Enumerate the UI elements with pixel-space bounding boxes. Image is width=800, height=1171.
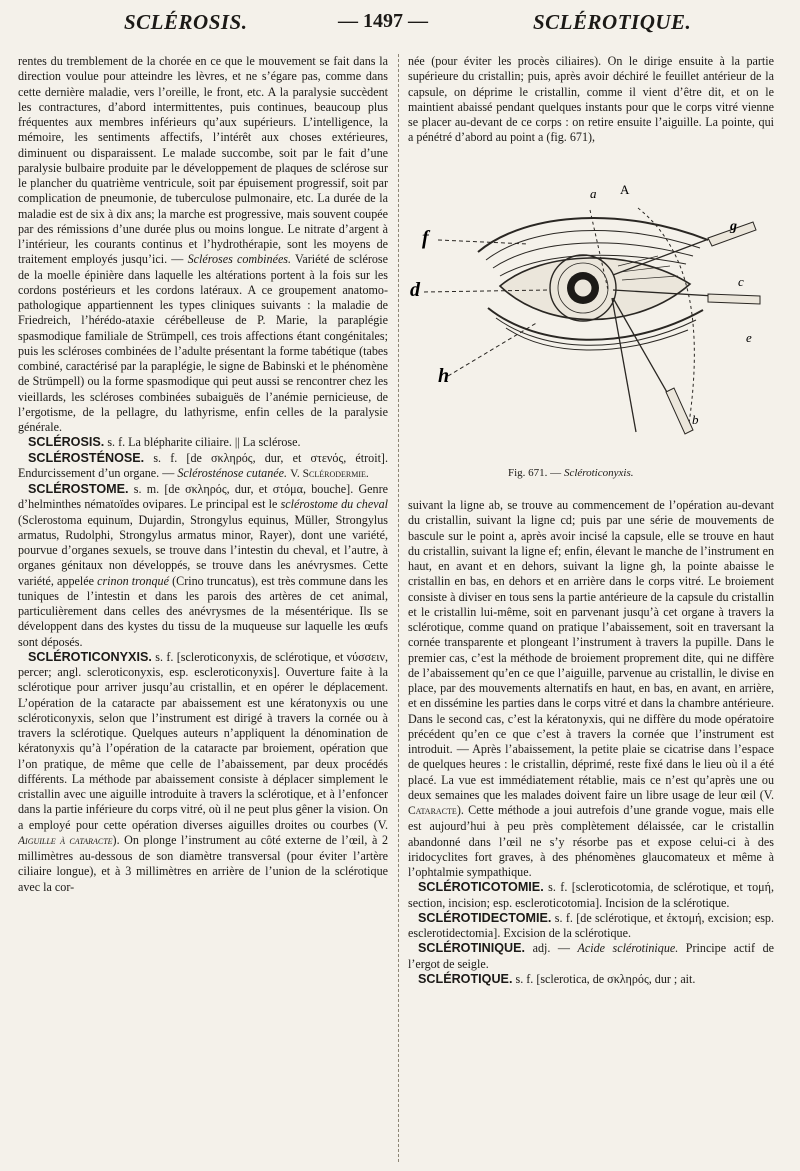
eye-surgery-engraving-icon <box>408 180 774 485</box>
paragraph-broiement: suivant la ligne ab, se trouve au commencement de l’opération au-devant du cristallin, suivant la ligne cd; puis par une série de mouvements de bascule sur le point a, après avoir incisé la capsule, elle se trouve en haut du cristallin, suivant la ligne ef; enfin, élevant le manche de l’instrument en haut, en avant et en dehors, suivant la ligne gh, la pointe abaisse le cristallin en bas, en dehors et en arrière dans le corps vitré. Le broiement consiste à diviser en tous sens la partie antérieure de la capsule du cristallin et le cristallin lui-même, soit en parvenant jusqu’à cet organe à travers la sclérotique, comme quand on pratique l’abaissement, soit en traversant la cornée transparente et plongeant l’instrument à travers la pupille. Dans le premier cas, c’est la méthode de broiement proprement dite, qui ne diffère de l’abaissement qu’en ce que l’aiguille, parvenue au cristallin, le divise en place, par des mouvements alternatifs en haut, en bas, en avant, en arrière, et en dissémine les parties dans le corps vitré et dans la chambre antérieure. Dans le second cas, c’est la kératonyxis, qui ne diffère du mode opératoire précédent qu’en ce que c’est à travers la cornée que l’instrument est introduit. — Après l’abaissement, la petite plaie se cicatrise dans l’espace de quelques heures : le cristallin, déprimé, reste fixé dans le lieu où il a été placé. La vue est immédiatement rétablie, mais ce n’est qu’après une ou deux semaines que les malades doivent faire un libre usage de leur œil (V. Cataracte). Cette méthode a joui autrefois d’une grande vogue, mais elle est aujourd’hui à peu près complètement délaissée, car le cristallin abandonné dans l’œil ne s’y résorbe pas et expose celui-ci à des iridocyclites fort graves, à des phénomènes glaucomateux et même à l’ophtalmie sympathique. <box>408 498 774 879</box>
entry-scleroticotomie: SCLÉROTICOTOMIE. s. f. [scleroticotomia, de sclérotique, et τομή, section, incision; esp. escleroticotomia]. Incision de la sclérotique. <box>408 880 774 910</box>
paragraph-sclerose-continued: rentes du tremblement de la chorée en ce que le mouvement se fait dans la direction voulue pour atteindre les lèvres, et ne s’égare pas, comme dans cette dernière maladie, vers l’oreille, le front, etc. A la paralysie succèdent les contractures, d’abord intermittentes, puis continues, beaucoup plus fréquentes aux membres inférieurs qu’aux supérieurs. L’intelligence, la mémoire, les sentiments affectifs, l’intérêt aux choses extérieures, diminuent ou disparaissent. Le malade succombe, soit par le fait d’une paralysie bulbaire produite par le développement de plaques de sclérose sur le plancher du quatrième ventricule, soit par épuisement progressif, soit par complication de pneumonie, de tuberculose pulmonaire, etc. La durée de la maladie est de six à dix ans; la marche est progressive, mais souvent coupée par des rémissions d’une durée plus ou moins longue. Le nitrate d’argent à l’intérieur, les courants continus et l’hydrothérapie, sont les moyens de traitement employés jusqu’ici. — Scléroses combinées. Variété de sclérose de la moelle épinière dans laquelle les altérations portent à la fois sur les cordons postérieurs et les cordons latéraux. A ce groupement anatomo-pathologique appartiennent les types cliniques suivants : la maladie de Friedreich, l’hérédo-ataxie cérébelleuse de P. Marie, la paraplégie spasmodique familiale de Strümpell, ces trois affections étant congénitales; puis les scléroses combinées de l’adulte présentant la forme tabétique (tabes combiné, caractérisé par la paraplégie, le signe de Babinski et le phénomène de Strümpell) ou la forme spasmodique qui peut aussi se rencontrer chez les vieillards, les scléroses combinées subaiguës de l’anémie pernicieuse, de l’ergotisme, de la pellagre, du lathyrisme, enfin celles de la paralysie générale. <box>18 54 388 434</box>
header-right-word: SCLÉROTIQUE. <box>533 10 692 34</box>
caption-title: Scléroticonyxis. <box>563 467 634 479</box>
headword-sclerotidectomie: SCLÉROTIDECTOMIE. <box>418 910 552 925</box>
entry-sclerotidectomie: SCLÉROTIDECTOMIE. s. f. [de sclérotique, et ἐκτομή, excision; esp. esclerotidectomia]. Excision de la sclérotique. <box>408 910 774 940</box>
figure-671 <box>408 180 774 485</box>
running-header <box>0 10 800 40</box>
headword-sclerostenose: SCLÉROSTÉNOSE. <box>28 450 145 465</box>
cross-reference: V. Sclérodermie. <box>290 467 369 480</box>
headword-scleroticotomie: SCLÉROTICOTOMIE. <box>418 880 544 895</box>
label-d: d <box>410 279 420 301</box>
label-a-top: a <box>590 186 597 201</box>
label-capital-a: A <box>620 182 630 197</box>
figure-caption <box>508 467 633 479</box>
entry-sclerostome: SCLÉROSTOME. s. m. [de σκληρός, dur, et στόμα, bouche]. Genre d’helminthes nématoïdes ovipares. Le principal est le sclérostome du cheval (Sclerostoma equinum, Dujardin, Strongylus equinus, Müller, Strongylus armatus, Rudolphi, Strongylus armatus minor, Rayer), dont une variété, pourvue d’organes sexuels, se trouve dans l’intestin du cheval, et l’autre, à organes génitaux non développés, se trouve dans les anévrysmes. Cette variété, appelée crinon tronqué (Crino truncatus), est très commune dans les tuniques de l’intestin et dans les parois des artères de cet animal, particulièrement dans celles des anévrysmes de la mésentérique. Ils se développent dans des kystes du tissu de la muqueuse sur laquelle les œufs sont déposés. <box>18 482 388 649</box>
cross-reference: Aiguille à cataracte <box>18 834 113 847</box>
label-e: e <box>746 330 752 345</box>
column-divider <box>398 54 399 1162</box>
paragraph-scleroticonyxis-continued: née (pour éviter les procès ciliaires). On le dirige ensuite à la partie supérieure du cristallin; puis, après avoir déchiré le feuillet antérieur de la capsule, on déprime le cristallin, comme il vient d’être dit, et on le maintient abaissé pendant quelques instants pour que le corps vitré vienne se placer au-devant de ce corps : on retire ensuite l’aiguille. La pointe, qui a pénétré d’abord au point a (fig. 671), <box>408 54 774 145</box>
label-b: b <box>692 412 699 427</box>
entry-sclerotique: SCLÉROTIQUE. s. f. [sclerotica, de σκληρός, dur ; ait. <box>418 971 696 986</box>
entry-sclerosis: SCLÉROSIS. s. f. La blépharite ciliaire. || La sclérose. <box>28 435 301 450</box>
headword-sclerotinique: SCLÉROTINIQUE. <box>418 941 526 956</box>
headword-scleroticonyxis: SCLÉROTICONYXIS. <box>28 649 152 664</box>
right-column-top <box>408 54 774 178</box>
term-scleroses-combinees: Scléroses combinées. <box>187 252 292 267</box>
right-column-bottom <box>408 498 774 1164</box>
page-number: — 1497 — <box>338 10 428 32</box>
label-f: f <box>422 227 429 249</box>
entry-sclerotinique: SCLÉROTINIQUE. adj. — Acide sclérotinique. Principe actif de l’ergot de seigle. <box>408 941 774 971</box>
headword-sclerostome: SCLÉROSTOME. <box>28 482 129 496</box>
left-column <box>18 54 388 1164</box>
cross-reference: Cataracte <box>408 805 457 817</box>
label-g: g <box>730 219 737 234</box>
headword-sclerosis: SCLÉROSIS. <box>28 435 105 450</box>
label-c: c <box>738 274 744 289</box>
label-h: h <box>438 365 450 387</box>
caption-number: Fig. 671. — <box>508 467 562 479</box>
entry-sclerostenose: SCLÉROSTÉNOSE. s. f. [de σκληρός, dur, et στενός, étroit]. Endurcissement d’un organe. — Sclérosténose cutanée. V. Sclérodermie. <box>18 450 388 480</box>
entry-scleroticonyxis: SCLÉROTICONYXIS. s. f. [scleroticonyxis, de sclérotique, et νύσσειν, percer; angl. scleroticonyxis, esp. escleroticonyxis]. Ouverture faite à la sclérotique pour arriver jusqu’au cristallin, et en opérer le déplacement. L’opération de la cataracte par abaissement est une kératonyxis ou une scléroticonyxis, selon que l’instrument est dirigé à travers la cornée ou à travers la sclérotique. Quelques auteurs n’appliquent la dénomination de kératonyxis qu’à l’opération de la cataracte par broiement, opération que l’on pratique, de même que celle de l’abaissement, par deux procédés différents. La méthode par abaissement consiste à déplacer simplement le cristallin avec une aiguille introduite à travers la sclérotique, et à l’enfoncer dans la partie inférieure du corps vitré, où il ne peut plus gêner la vision. On a employé pour cette opération diverses aiguilles droites ou courbes (V. Aiguille à cataracte). On plonge l’instrument au côté externe de l’œil, à 2 millimètres au-dessous de son diamètre transversal (pour éviter l’artère ciliaire longue), et à 3 millimètres en arrière de l’union de la sclérotique avec la cor- <box>18 649 388 894</box>
headword-sclerotique: SCLÉROTIQUE. <box>418 971 513 986</box>
header-left-word: SCLÉROSIS. <box>124 10 248 34</box>
